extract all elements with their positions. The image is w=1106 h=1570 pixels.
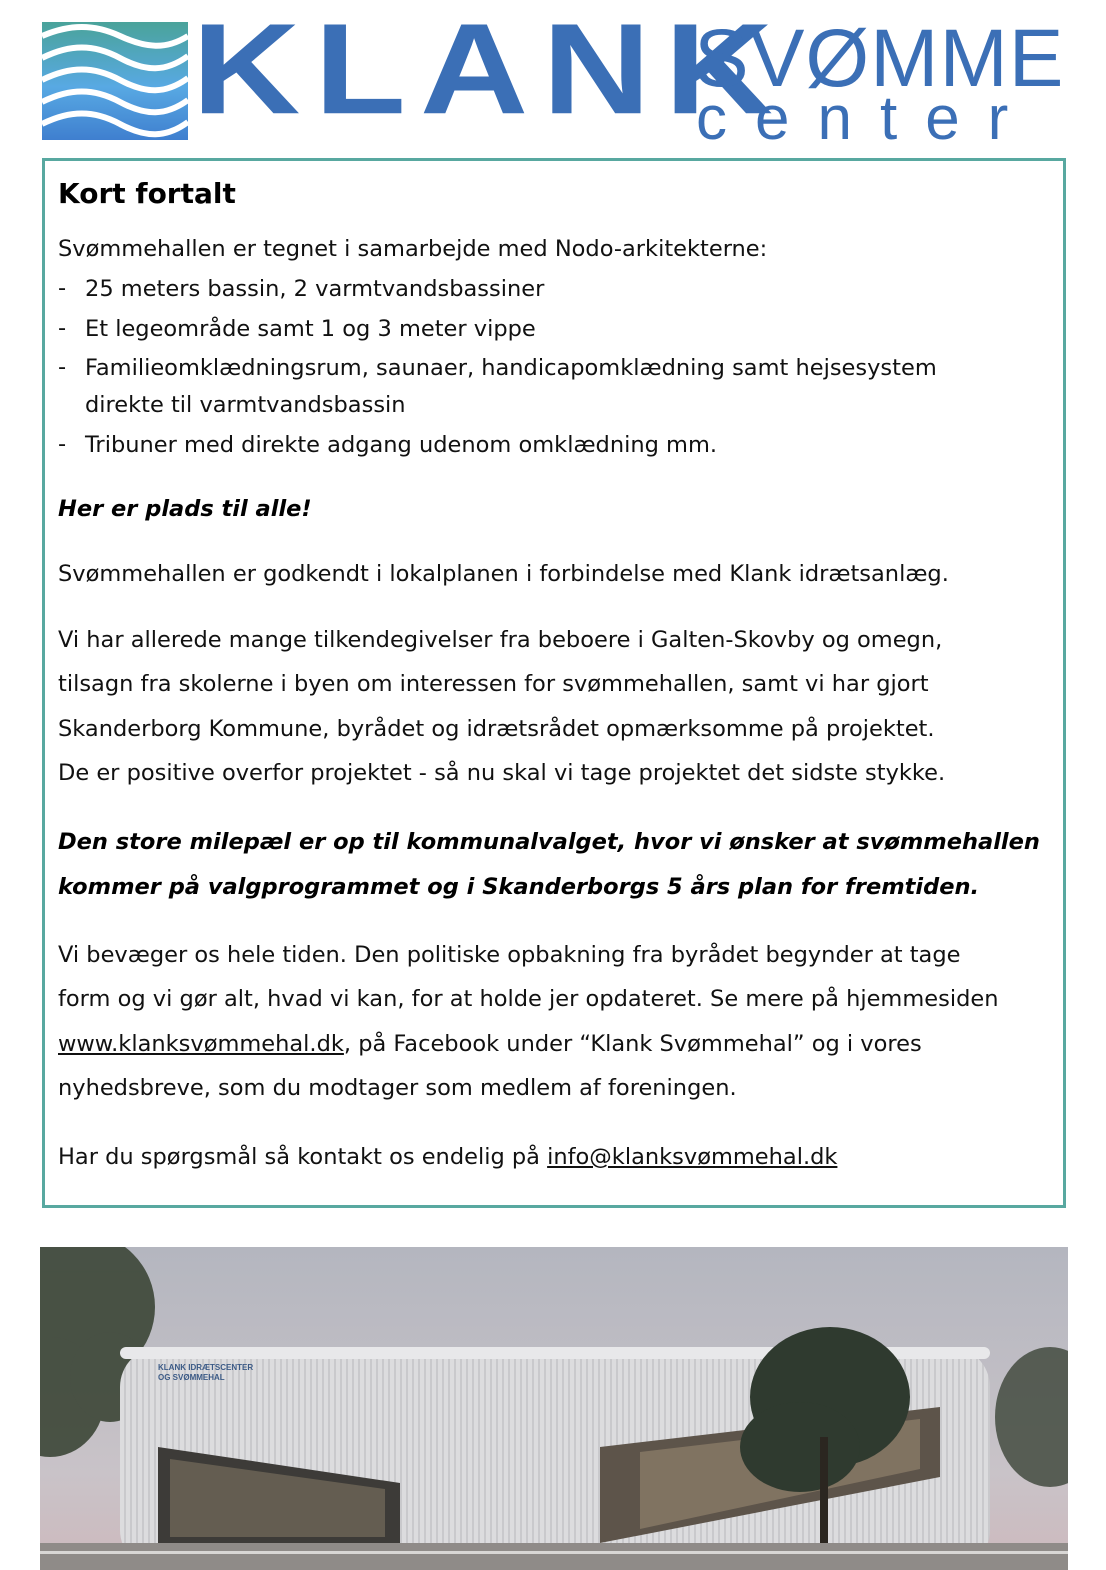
waves-icon: [42, 22, 188, 140]
box-title: Kort fortalt: [58, 177, 236, 210]
update-line: [58, 1030, 922, 1058]
slogan: Her er plads til alle!: [58, 496, 312, 522]
support-line: De er positive overfor projektet - så nu skal vi tage projektet det sidste stykke.: [58, 760, 946, 786]
support-line: Vi har allerede mange tilkendegivelser fra beboere i Galten-Skovby og omegn,: [58, 627, 943, 653]
milestone-line: Den store milepæl er op til kommunalvalget, hvor vi ønsker at svømmehallen: [58, 829, 1040, 855]
intro-text: Svømmehallen er tegnet i samarbejde med Nodo-arkitekterne:: [58, 236, 768, 262]
bullet-marker: -: [58, 354, 67, 380]
bullet-marker: -: [58, 431, 67, 457]
bullet-marker: -: [58, 315, 67, 341]
logo-klank-text: KLANK: [192, 0, 787, 141]
website-link[interactable]: www.klanksvømmehal.dk: [58, 1031, 344, 1057]
building-sign: OG SVØMMEHAL: [158, 1373, 225, 1382]
update-line: nyhedsbreve, som du modtager som medlem af foreningen.: [58, 1075, 737, 1101]
list-item-text: 25 meters bassin, 2 varmtvandsbassiner: [85, 276, 545, 302]
contact-text: Har du spørgsmål så kontakt os endelig på: [58, 1144, 548, 1170]
building-sign: KLANK IDRÆTSCENTER: [158, 1363, 254, 1372]
support-line: Skanderborg Kommune, byrådet og idrætsrådet opmærksomme på projektet.: [58, 716, 935, 742]
update-line: form og vi gør alt, hvad vi kan, for at holde jer opdateret. Se mere på hjemmesiden: [58, 986, 999, 1012]
logo-svomme-text: SVØMME: [694, 13, 1065, 104]
contact-line: [58, 1143, 837, 1171]
list-item-text: direkte til varmtvandsbassin: [85, 392, 406, 418]
milestone-line: kommer på valgprogrammet og i Skanderborgs 5 års plan for fremtiden.: [58, 874, 980, 900]
update-line: Vi bevæger os hele tiden. Den politiske opbakning fra byrådet begynder at tage: [58, 942, 961, 968]
building-illustration: [40, 1247, 1068, 1570]
list-item-text: Et legeområde samt 1 og 3 meter vippe: [85, 316, 536, 342]
support-line: tilsagn fra skolerne i byen om interessen for svømmehallen, samt vi har gjort: [58, 671, 929, 697]
facebook-text: , på Facebook under “Klank Svømmehal” og i vores: [343, 1031, 922, 1057]
list-item-text: Tribuner med direkte adgang udenom omklædning mm.: [85, 432, 718, 458]
bullet-marker: -: [58, 275, 67, 301]
approval-text: Svømmehallen er godkendt i lokalplanen i forbindelse med Klank idrætsanlæg.: [58, 561, 949, 587]
list-item-text: Familieomklædningsrum, saunaer, handicapomklædning samt hejsesystem: [85, 355, 937, 381]
klank-logo: [42, 0, 1066, 153]
email-link[interactable]: info@klanksvømmehal.dk: [547, 1144, 838, 1170]
info-box: [42, 158, 1066, 1208]
logo-center-text: center: [696, 84, 1037, 153]
building-rendering: [40, 1247, 1068, 1570]
